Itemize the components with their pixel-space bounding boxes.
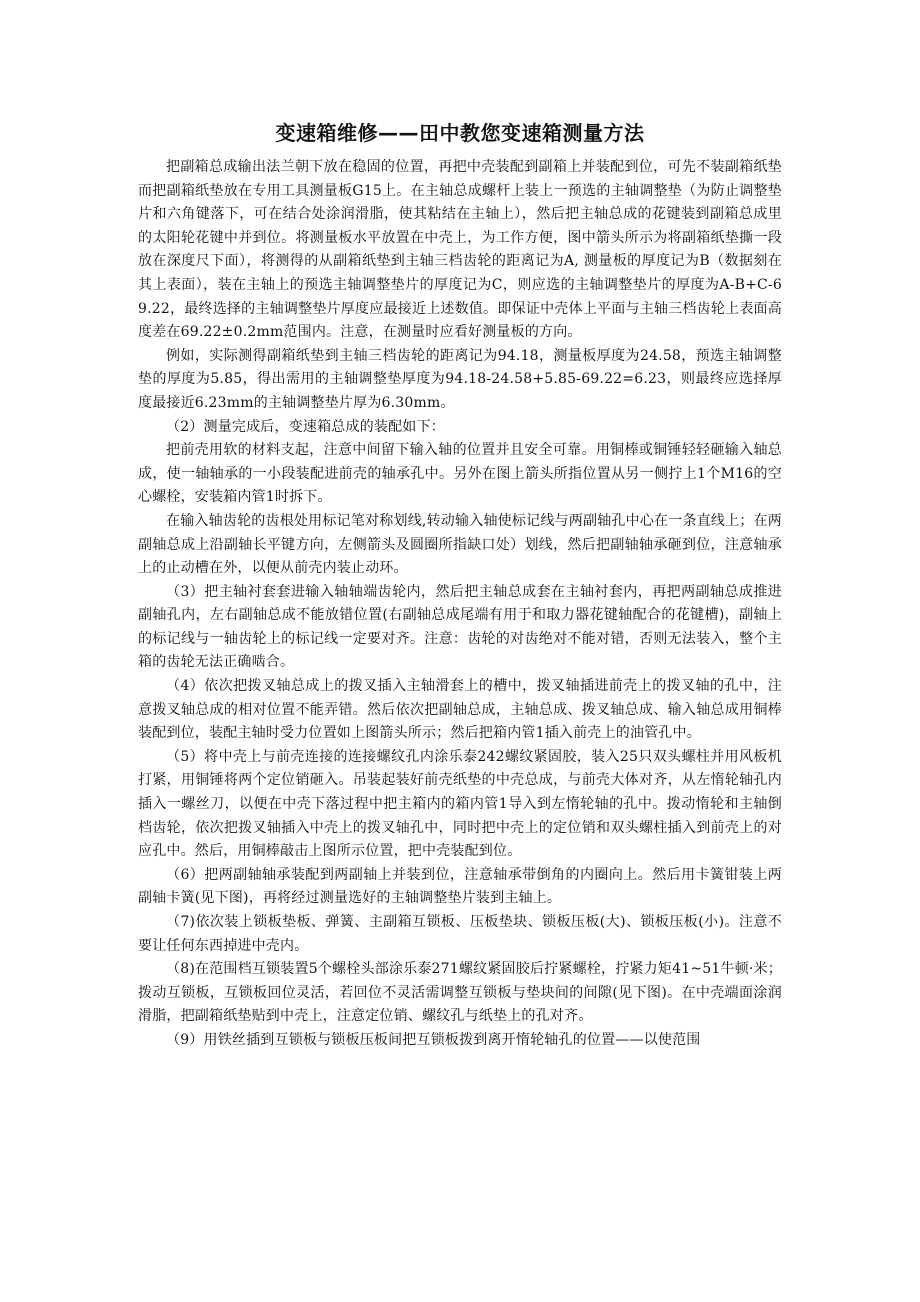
paragraph-marking: 在输入轴齿轮的齿根处用标记笔对称划线,转动输入轴使标记线与两副轴孔中心在一条直线上；在两副轴总成上沿副轴长平键方向，左侧箭头及圆圈所指缺口处）划线，然后把副轴轴承砸到位，注意轴承上的止动槽在外，以便从前壳内装止动环。 bbox=[138, 512, 782, 577]
paragraph-step-2: （2）测量完成后，变速箱总成的装配如下： bbox=[166, 418, 445, 435]
body-text bbox=[138, 156, 782, 1053]
paragraph-step-7: （7)依次装上锁板垫板、弹簧、主副箱互锁板、压板垫块、锁板压板(大)、锁板压板(小)。注意不要让任何东西掉进中壳内。 bbox=[138, 914, 782, 954]
paragraph-step-3: （3）把主轴衬套套进输入轴轴端齿轮内，然后把主轴总成套在主轴衬套内，再把两副轴总成推进副轴孔内，左右副轴总成不能放错位置(右副轴总成尾端有用于和取力器花键轴配合的花键槽)，副轴上的标记线与一轴齿轮上的标记线一定要对齐。注意：齿轮的对齿绝对不能对错，否则无法装入，整个主箱的齿轮无法正确啮合。 bbox=[138, 583, 782, 671]
paragraph-step-9: （9）用铁丝插到互锁板与锁板压板间把互锁板拨到离开惰轮轴孔的位置——以使范围 bbox=[166, 1031, 701, 1048]
paragraph-example: 例如，实际测得副箱纸垫到主轴三档齿轮的距离记为94.18，测量板厚度为24.58，预选主轴调整垫的厚度为5.85，得出需用的主轴调整垫厚度为94.18-24.58+5.85-69.22=6.23，则最终应选择厚度最接近6.23mm的主轴调整垫片厚为6.30mm。 bbox=[138, 347, 782, 411]
paragraph-intro: 把副箱总成输出法兰朝下放在稳固的位置，再把中壳装配到副箱上并装配到位，可先不装副箱纸垫而把副箱纸垫放在专用工具测量板G15上。在主轴总成螺杆上装上一预选的主轴调整垫（为防止调整垫片和六角键落下，可在结合处涂润滑脂，使其粘结在主轴上），然后把主轴总成的花键装到副箱总成里的太阳轮花键中并到位。将测量板水平放置在中壳上，为工作方便，图中箭头所示为将副箱纸垫撕一段放在深度尺下面），将测得的从副箱纸垫到主轴三档齿轮的距离记为A, 测量板的厚度记为B（数据刻在其上表面），装在主轴上的预选主轴调整垫片的厚度记为C，则应选的主轴调整垫片的厚度为A-B+C-69.22，最终选择的主轴调整垫片厚度应最接近上述数值。即保证中壳体上平面与主轴三档齿轮上表面高度差在69.22±0.2mm范围内。注意，在测量时应看好测量板的方向。 bbox=[138, 159, 782, 341]
paragraph-step-5: （5）将中壳上与前壳连接的连接螺纹孔内涂乐泰242螺纹紧固胶，装入25只双头螺柱并用风板机打紧，用铜锤将两个定位销砸入。吊装起装好前壳纸垫的中壳总成，与前壳大体对齐，从左惰轮轴孔内插入一螺丝刀，以便在中壳下落过程中把主箱内的箱内管1导入到左惰轮轴的孔中。拨动惰轮和主轴倒档齿轮，依次把拨叉轴插入中壳上的拨叉轴孔中，同时把中壳上的定位销和双头螺柱插入到前壳上的对应孔中。然后，用铜棒敲击上图所示位置，把中壳装配到位。 bbox=[138, 748, 782, 860]
paragraph-step-4: （4）依次把拨叉轴总成上的拨叉插入主轴滑套上的槽中，拨叉轴插进前壳上的拨叉轴的孔中，注意拨叉轴总成的相对位置不能弄错。然后依次把副轴总成，主轴总成、拨叉轴总成、输入轴总成用铜棒装配到位，装配主轴时受力位置如上图箭头所示；然后把箱内管1插入前壳上的油管孔中。 bbox=[138, 678, 782, 742]
paragraph-step-8: （8)在范围档互锁装置5个螺栓头部涂乐泰271螺纹紧固胶后拧紧螺栓，拧紧力矩41~51牛顿·米；拨动互锁板，互锁板回位灵活，若回位不灵活需调整互锁板与垫块间的间隙(见下图)。在中壳端面涂润滑脂，把副箱纸垫贴到中壳上，注意定位销、螺纹孔与纸垫上的孔对齐。 bbox=[138, 961, 782, 1025]
paragraph-front-case: 把前壳用软的材料支起，注意中间留下输入轴的位置并且安全可靠。用铜棒或铜锤轻轻砸输入轴总成，使一轴轴承的一小段装配进前壳的轴承孔中。另外在图上箭头所指位置从另一侧拧上1个M16的空心螺栓，安装箱内管1时拆下。 bbox=[138, 442, 782, 506]
paragraph-step-6: （6）把两副轴轴承装配到两副轴上并装到位，注意轴承带倒角的内圈向上。然后用卡簧钳装上两副轴卡簧(见下图)，再将经过测量选好的主轴调整垫片装到主轴上。 bbox=[138, 866, 782, 907]
page-title: 变速箱维修——田中教您变速箱测量方法 bbox=[275, 121, 645, 145]
